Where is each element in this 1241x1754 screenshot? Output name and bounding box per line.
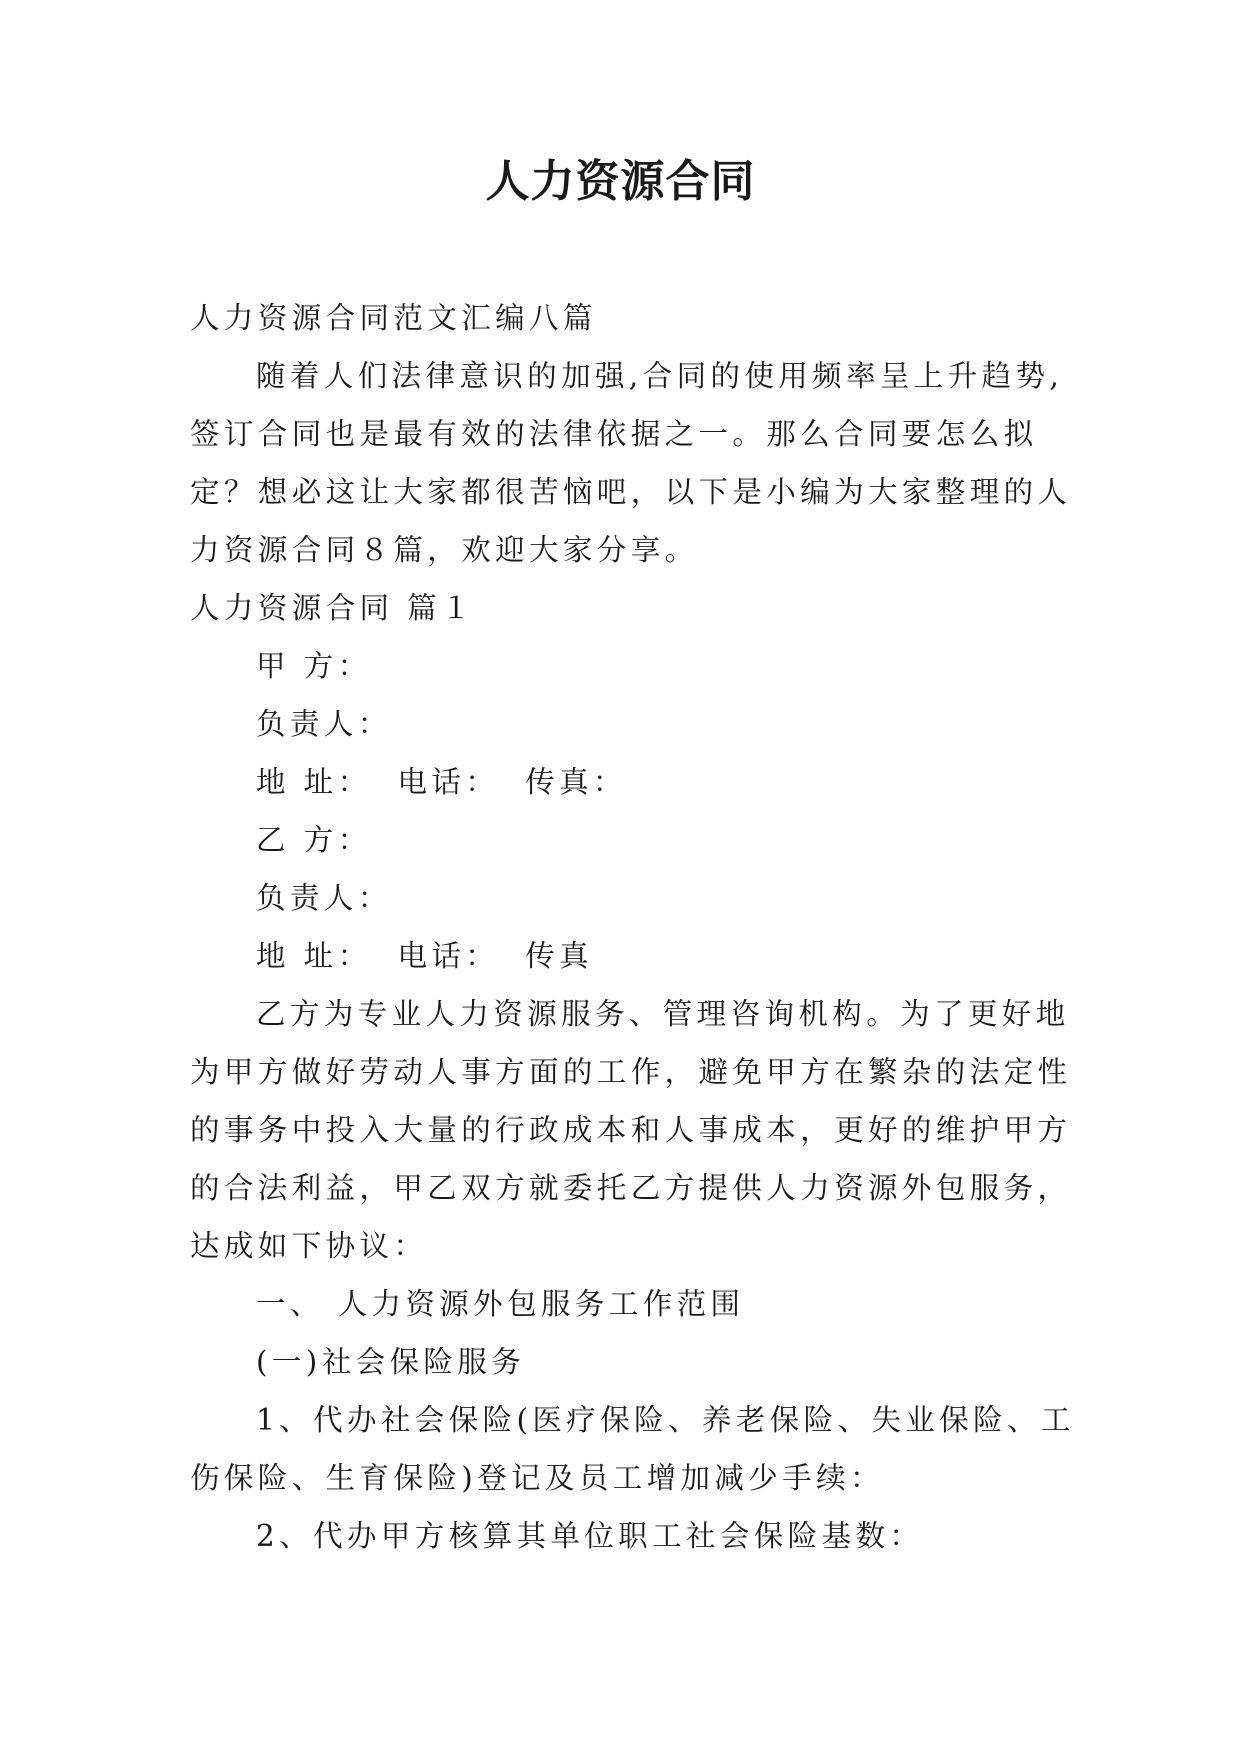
intro-line: 签订合同也是最有效的法律依据之一。那么合同要怎么拟 — [190, 417, 1038, 451]
clause-item-line: 2、代办甲方核算其单位职工社会保险基数： — [256, 1519, 924, 1553]
party-b-manager-label: 负责人： — [256, 881, 392, 915]
clause-item-line: 1、代办社会保险(医疗保险、养老保险、失业保险、工 — [256, 1403, 1075, 1437]
intro-line: 随着人们法律意识的加强,合同的使用频率呈上升趋势, — [256, 359, 1064, 393]
intro-line: 定？想必这让大家都很苦恼吧，以下是小编为大家整理的人 — [190, 475, 1072, 509]
party-b-name-label: 乙 方： — [256, 823, 372, 857]
document-subtitle: 人力资源合同范文汇编八篇 — [190, 301, 597, 335]
party-b-address-label: 地 址： — [256, 939, 372, 973]
document-title: 人力资源合同 — [485, 156, 756, 207]
purpose-line: 乙方为专业人力资源服务、管理咨询机构。为了更好地 — [256, 997, 1070, 1031]
clause-item-line: 伤保险、生育保险)登记及员工增加减少手续： — [190, 1461, 884, 1495]
party-b-phone-label: 电话： — [397, 939, 500, 973]
party-b-contact-line — [190, 927, 1058, 985]
purpose-line: 的合法利益，甲乙双方就委托乙方提供人力资源外包服务， — [190, 1171, 1072, 1205]
party-b-fax-label: 传真 — [525, 939, 593, 973]
party-a-manager-label: 负责人： — [256, 707, 392, 741]
party-a-fax-label: 传真： — [525, 765, 627, 799]
purpose-line: 的事务中投入大量的行政成本和人事成本，更好的维护甲方 — [190, 1113, 1072, 1147]
party-a-address-label: 地 址： — [256, 765, 372, 799]
document-body — [190, 289, 1075, 1565]
intro-line: 力资源合同８篇，欢迎大家分享。 — [190, 533, 699, 567]
clause-subheading: (一)社会保险服务 — [256, 1345, 526, 1379]
purpose-line: 为甲方做好劳动人事方面的工作，避免甲方在繁杂的法定性 — [190, 1055, 1072, 1089]
party-a-phone-label: 电话： — [397, 765, 500, 799]
purpose-line: 达成如下协议： — [190, 1229, 428, 1263]
clause-heading: 一、 人力资源外包服务工作范围 — [256, 1287, 745, 1321]
party-a-contact-line — [190, 753, 1058, 811]
section-heading: 人力资源合同 篇１ — [190, 591, 475, 625]
party-a-name-label: 甲 方： — [256, 649, 372, 683]
